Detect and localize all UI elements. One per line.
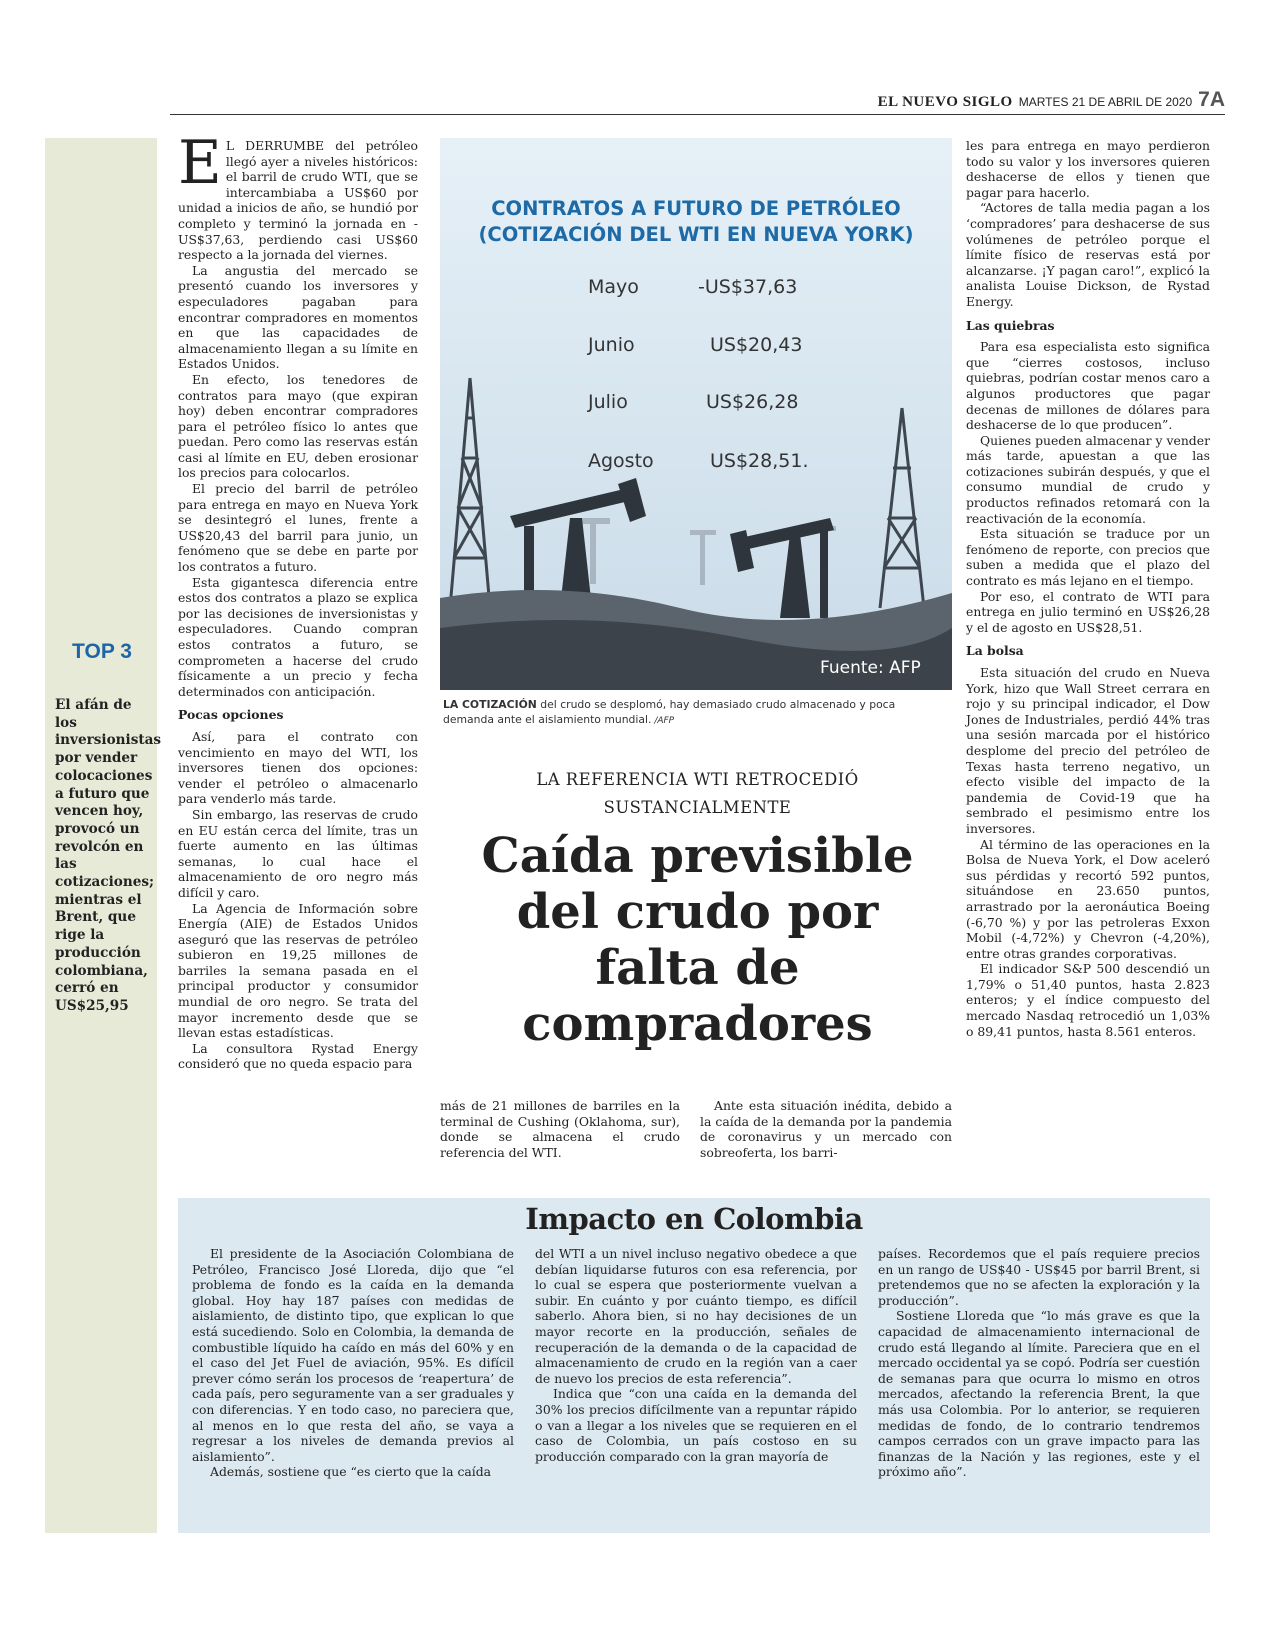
article-column-2 <box>440 1098 680 1160</box>
caption-lead: LA COTIZACIÓN <box>443 698 537 711</box>
article-column-4 <box>966 138 1210 1039</box>
impact-title: Impacto en Colombia <box>525 1202 863 1236</box>
article-paragraph: E L DERRUMBE del petróleo llegó ayer a niveles históricos: el barril de crudo WTI, que se intercambiaba a US$60 por unidad a inicios de año, se hundió por completo y terminó la jornada en -US$37,63, perdiendo casi US$60 respecto a la jornada del viernes. <box>178 128 418 263</box>
price-row-value: US$20,43 <box>710 334 803 356</box>
infographic-title-line: CONTRATOS A FUTURO DE PETRÓLEO <box>491 197 901 220</box>
article-paragraph: les para entrega en mayo perdieron todo su valor y los inversores quieren deshacerse de ellos y tienen que pagar para hacerlo. <box>966 138 1210 200</box>
headline-line: compradores <box>522 996 873 1052</box>
headline <box>440 828 955 1052</box>
kicker-line: SUSTANCIALMENTE <box>603 798 792 817</box>
subheading-pocas-opciones: Pocas opciones <box>178 707 284 723</box>
article-column-1 <box>178 128 418 1072</box>
headline-line: falta de <box>595 940 800 996</box>
impact-paragraph: países. Recordemos que el país requiere precios en un rango de US$40 - US$45 por barril Brent, si pretendemos que no se afecten la exploración y la producción”. <box>878 1246 1200 1308</box>
subheading-las-quiebras: Las quiebras <box>966 317 1055 333</box>
article-paragraph: “Actores de talla media pagan a los ‘compradores’ para deshacerse de sus volúmenes de petróleo porque el límite físico de reservas está por alcanzarse. ¡Y pagan caro!”, explicó la analista Louise Dickson, de Rystad Energy. <box>966 200 1210 309</box>
price-row-value: -US$37,63 <box>698 276 798 298</box>
header-rule <box>170 114 1225 115</box>
impact-column-2 <box>535 1246 857 1464</box>
sidebar-tag: TOP 3 <box>72 640 132 663</box>
caption-credit: /AFP <box>651 716 675 726</box>
drop-cap: E <box>178 128 222 198</box>
article-paragraph: Esta situación del crudo en Nueva York, hizo que Wall Street cerrara en rojo y su principal indicador, el Dow Jones de Industriales, perdió 44% tras una sesión marcada por el histórico desplome del precio del petróleo de Texas hasta terreno negativo, un efecto visible del impacto de la pandemia de Covid-19 que ha sembrado el pesimismo entre los inversores. <box>966 665 1210 836</box>
impact-column-1 <box>192 1246 514 1480</box>
page-number: 7A <box>1198 88 1225 111</box>
price-row-month: Agosto <box>588 450 654 472</box>
price-row-month: Junio <box>588 334 635 356</box>
article-paragraph: Para esa especialista esto significa que “cierres costosos, incluso quiebras, podrían costar menos caro a algunos productores que pagar decenas de millones de dólares para deshacerse de lo que producen”. <box>966 339 1210 433</box>
impact-paragraph: El presidente de la Asociación Colombiana de Petróleo, Francisco José Lloreda, dijo que “el problema de fondo es la caída en la demanda global. Hoy hay 187 países con medidas de aislamiento, de distinto tipo, que explican lo que está sucediendo. Solo en Colombia, la demanda de combustible líquido ha caído en más del 60% y en el caso del Jet Fuel de aviación, 95%. Es difícil prever cómo serán los procesos de ‘reapertura’ de cada país, pero seguramente van a ser graduales y con diferencias. Y en todo caso, no pareciera que, al menos en lo que resta del año, se vaya a regresar a los niveles de demanda previos al aislamiento”. <box>192 1246 514 1464</box>
price-row-value: US$28,51. <box>710 450 809 472</box>
article-paragraph: El precio del barril de petróleo para entrega en mayo en Nueva York se desintegró el lunes, frente a US$20,43 del barril para junio, un fenómeno que se debe en parte por los contratos a futuro. <box>178 481 418 575</box>
impact-paragraph: del WTI a un nivel incluso negativo obedece a que debían liquidarse futuros con esa referencia, por lo cual se espera que posteriormente vuelvan a subir. En cuánto y por cuánto tiempo, es difícil saberlo. Ahora bien, si no hay decisiones de un mayor recorte en la producción, señales de recuperación de la demanda o de la capacidad de almacenamiento de crudo en la región van a caer de nuevo los precios de esta referencia”. <box>535 1246 857 1386</box>
article-paragraph: Esta situación se traduce por un fenómeno de reporte, con precios que suben a medida que el plazo del contrato es más lejano en el tiempo. <box>966 526 1210 589</box>
article-paragraph: más de 21 millones de barriles en la terminal de Cushing (Oklahoma, sur), donde se almacena el crudo referencia del WTI. <box>440 1098 680 1160</box>
impact-paragraph: Además, sostiene que “es cierto que la caída <box>210 1464 492 1480</box>
article-paragraph: La angustia del mercado se presentó cuando los inversores y especuladores pagaban para encontrar compradores en momentos en que las capacidades de almacenamiento llegan a su límite en Estados Unidos. <box>178 262 418 372</box>
impact-paragraph: Indica que “con una caída en la demanda del 30% los precios difícilmente van a repuntar rápido o van a llegar a los niveles que se requieren en el caso de Colombia, un país costoso en su producción comparado con la gran mayoría de <box>535 1386 857 1464</box>
article-column-3 <box>700 1098 952 1160</box>
headline-line: del crudo por <box>516 884 879 940</box>
article-paragraph: Al término de las operaciones en la Bolsa de Nueva York, el Dow aceleró sus pérdidas y recortó 592 puntos, situándose en 23.650 puntos, arrastrado por la aeronáutica Boeing (-6,70 %) y por las petroleras Exxon Mobil (-4,72%) y Chevron (-4,20%), entre otras grandes corporativas. <box>966 836 1210 961</box>
article-paragraph: La consultora Rystad Energy consideró que no queda espacio para <box>178 1040 418 1072</box>
kicker-line: LA REFERENCIA WTI RETROCEDIÓ <box>536 770 859 789</box>
newspaper-name: EL NUEVO SIGLO <box>877 94 1013 110</box>
impact-paragraph: Sostiene Lloreda que “lo más grave es que la capacidad de almacenamiento internacional de crudo está llegando al límite. Pareciera que en el mercado occidental ya se copó. Podría ser cuestión de semanas para que ocurra lo mismo en otros mercados, afectando la referencia Brent, la que más usa Colombia. Por lo anterior, se requieren medidas de fondo, de lo contrario tendremos campos cerrados con un grave impacto para las finanzas de la Nación y las regiones, este y el próximo año”. <box>878 1308 1200 1480</box>
headline-kicker <box>440 766 955 822</box>
article-paragraph: Esta gigantesca diferencia entre estos dos contratos a plazo se explica por las decisiones de inversionistas y especuladores. Cuando compran estos contratos a futuro, se comprometen a hacerse del crudo físicamente a un precio y fecha determinados con anticipación. <box>178 574 418 699</box>
issue-date: MARTES 21 DE ABRIL DE 2020 <box>1018 95 1193 109</box>
price-row-month: Mayo <box>588 276 639 298</box>
impact-column-3 <box>878 1246 1200 1480</box>
caption-text: del crudo se desplomó, hay demasiado crudo almacenado y poca demanda ante el aislamiento mundial. <box>443 698 896 726</box>
article-paragraph: Ante esta situación inédita, debido a la caída de la demanda por la pandemia de coronavirus y un mercado con sobreoferta, los barri- <box>700 1098 952 1160</box>
infographic-source: Fuente: AFP <box>820 658 921 678</box>
photo-caption <box>443 697 948 729</box>
price-row-value: US$26,28 <box>706 391 799 413</box>
article-paragraph: Así, para el contrato con vencimiento en mayo del WTI, los inversores tienen dos opciones: vender el petróleo o almacenarlo para venderlo más tarde. <box>178 728 418 807</box>
article-paragraph: La Agencia de Información sobre Energía (AIE) de Estados Unidos aseguró que las reservas de petróleo subieron en 19,25 millones de barriles la semana pasada en el principal productor y consumidor mundial de oro negro. Se trata del mayor incremento desde que se llevan estas estadísticas. <box>178 900 418 1041</box>
article-paragraph: Quienes pueden almacenar y vender más tarde, apuestan a que las cotizaciones subirán después, y que el consumo mundial de crudo y productos refinados retomará con la reactivación de la economía. <box>966 432 1210 526</box>
page-header <box>865 88 1225 114</box>
headline-line: Caída previsible <box>481 828 914 884</box>
sidebar-summary: El afán de los inversionistas por vender colocaciones a futuro que vencen hoy, provocó un revolcón en las cotizaciones; mientras el Brent, que rige la producción colombiana, cerró en US$25,95 <box>55 697 162 1014</box>
article-paragraph: Por eso, el contrato de WTI para entrega en julio terminó en US$26,28 y el de agosto en US$28,51. <box>966 588 1210 635</box>
infographic-title-line: (COTIZACIÓN DEL WTI EN NUEVA YORK) <box>478 223 914 246</box>
subheading-la-bolsa: La bolsa <box>966 643 1024 659</box>
article-paragraph: En efecto, los tenedores de contratos para mayo (que expiran hoy) deben encontrar compradores para el petróleo físico lo antes que puedan. Pero como las reservas están casi al límite en EU, deben erosionar los precios para colocarlos. <box>178 371 418 481</box>
price-row-month: Julio <box>588 391 628 413</box>
article-paragraph: El indicador S&P 500 descendió un 1,79% o 51,40 puntos, hasta 2.823 enteros; y el índice compuesto del mercado Nasdaq retrocedió un 1,03% o 89,41 puntos, hasta 8.561 enteros. <box>966 961 1210 1039</box>
infographic-title <box>440 196 952 248</box>
article-paragraph: Sin embargo, las reservas de crudo en EU están cerca del límite, tras un fuerte aumento en las últimas semanas, lo cual hace el almacenamiento de oro negro más difícil y caro. <box>178 806 418 900</box>
